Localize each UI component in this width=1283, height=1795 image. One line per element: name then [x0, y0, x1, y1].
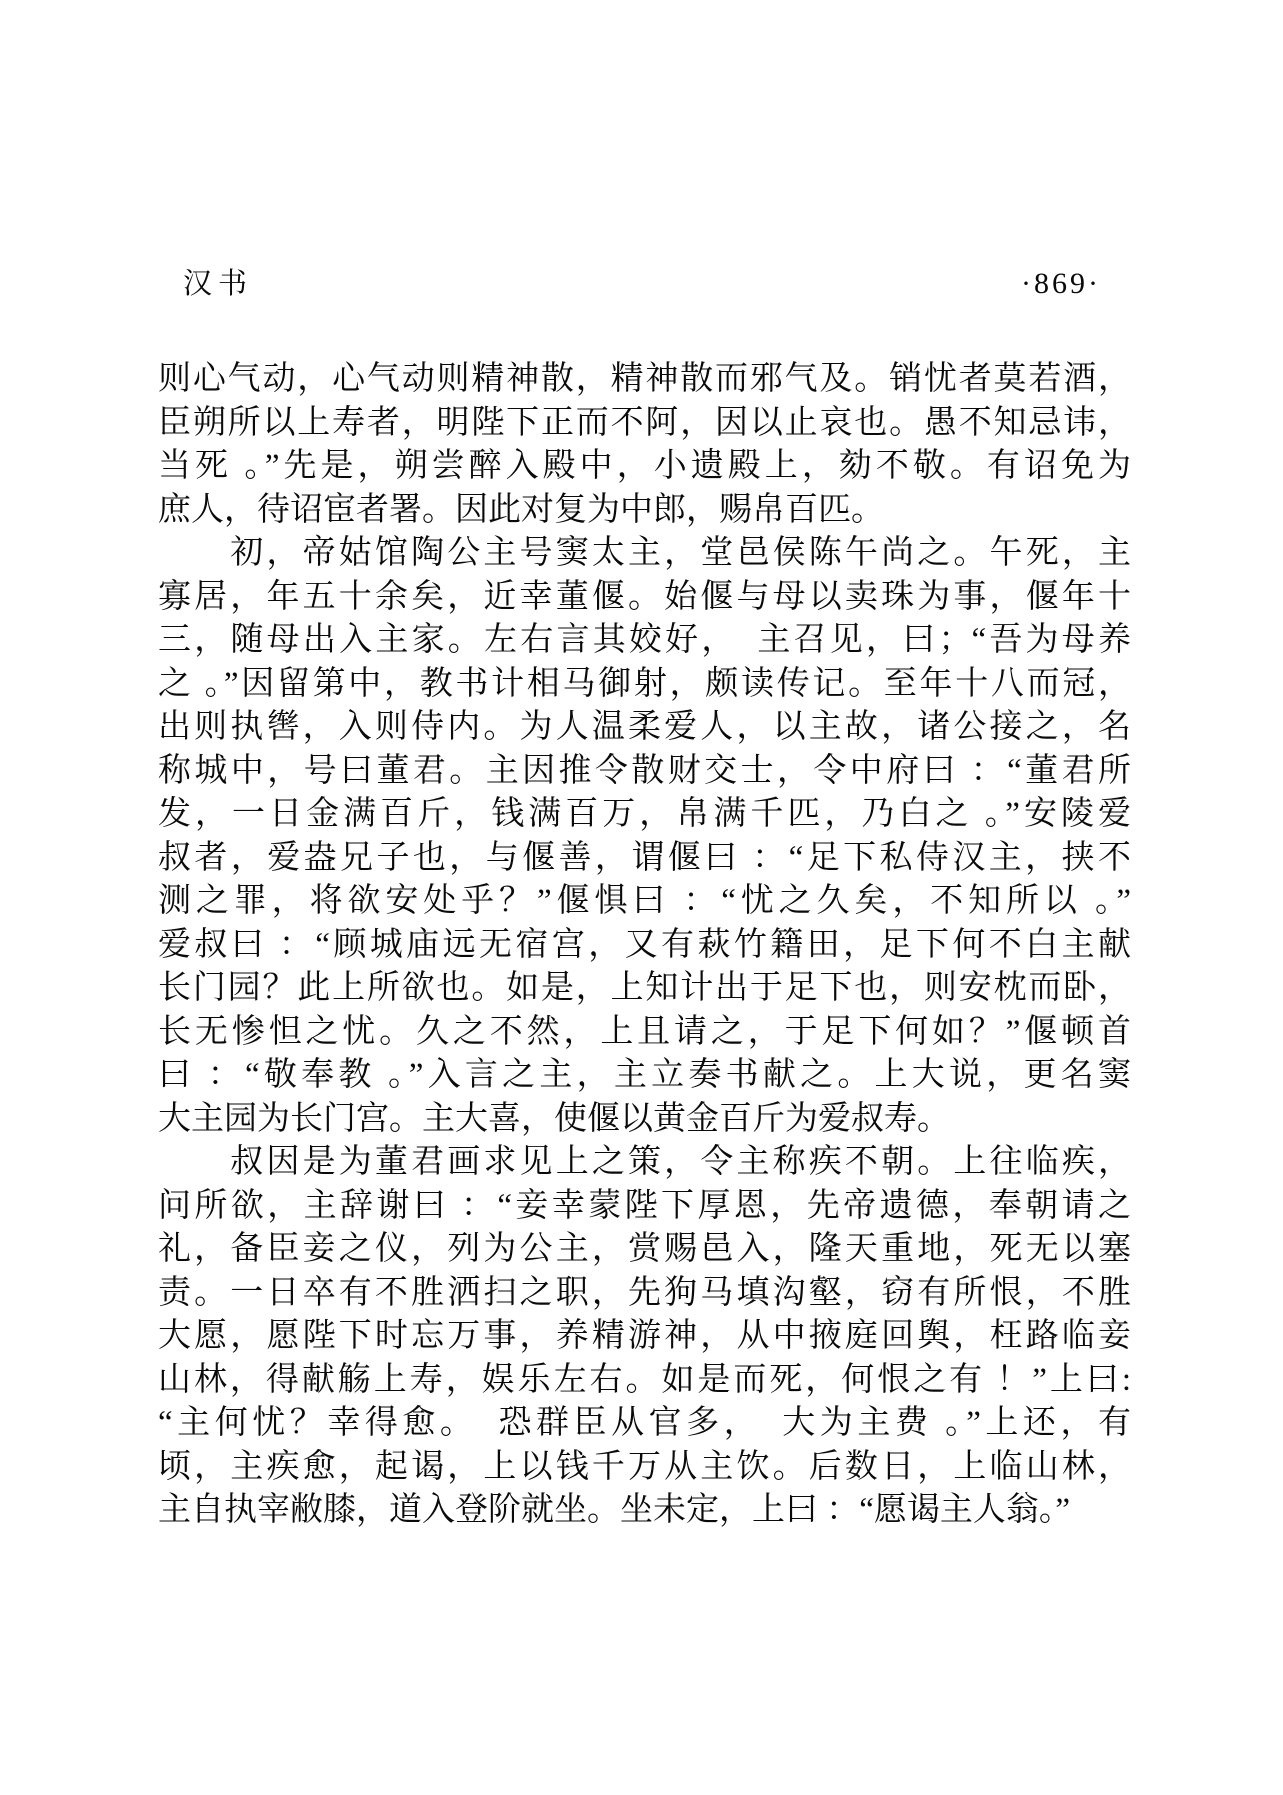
text-line: 叔因是为董君画求见上之策，令主称疾不朝。上往临疾，: [158, 1144, 1131, 1180]
text-line: 问所欲，主辞谢曰 ：“妾幸蒙陛下厚恩，先帝遗德，奉朝请之: [158, 1187, 1131, 1224]
text-line: 大主园为长门宫。主大喜，使偃以黄金百斤为爱叔寿。: [158, 1100, 950, 1137]
text-line: “主何忧？幸得愈。 恐群臣从官多， 大为主费 。”上还，有: [158, 1405, 1131, 1441]
text-line: 发，一日金满百斤，钱满百万，帛满千匹，乃白之 。”安陵爱: [158, 796, 1131, 832]
text-line: 礼，备臣妾之仪，列为公主，赏赐邑入，隆天重地，死无以塞: [158, 1231, 1131, 1267]
text-line: 责。一日卒有不胜洒扫之职，先狗马填沟壑，窃有所恨，不胜: [158, 1274, 1131, 1311]
text-line: 山林，得献觞上寿，娱乐左右。如是而死，何恨之有 ！”上曰:: [158, 1361, 1131, 1398]
text-line: 臣朔所以上寿者，明陛下正而不阿，因以止哀也。愚不知忌讳，: [158, 404, 1131, 441]
page-number: ·869·: [1021, 267, 1101, 300]
text-line: 出则执辔，入则侍内。为人温柔爱人，以主故，诸公接之，名: [158, 709, 1131, 745]
text-line: 庶人，待诏宦者署。因此对复为中郎，赐帛百匹。: [158, 491, 884, 528]
text-line: 之 。”因留第中，教书计相马御射，颇读传记。至年十八而冠，: [158, 665, 1131, 702]
paragraph: [158, 532, 1131, 1141]
text-line: 称城中，号曰董君。主因推令散财交士，令中府曰 ：“董君所: [158, 752, 1131, 789]
text-line: 叔者，爱盎兄子也，与偃善，谓偃曰 ：“足下私侍汉主，挟不: [158, 839, 1131, 876]
text-line: 测之罪，将欲安处乎？”偃惧曰 ：“忧之久矣，不知所以 。”: [158, 883, 1131, 919]
text-line: 则心气动，心气动则精神散，精神散而邪气及。销忧者莫若酒，: [158, 361, 1131, 397]
text-line: 大愿，愿陛下时忘万事，养精游神，从中掖庭回舆，枉路临妾: [158, 1318, 1131, 1354]
text-line: 三，随母出入主家。左右言其姣好， 主召见，曰；“吾为母养: [158, 622, 1131, 658]
paragraph: [158, 1141, 1131, 1533]
text-line: 爱叔曰 ：“顾城庙远无宿宫，又有萩竹籍田，足下何不白主献: [158, 926, 1131, 963]
text-line: 曰 ：“敬奉教 。”入言之主，主立奏书献之。上大说，更名窦: [158, 1057, 1131, 1093]
text-line: 当死 。”先是，朔尝醉入殿中，小遗殿上，劾不敬。有诏免为: [158, 448, 1131, 484]
text-line: 主自执宰敝膝，道入登阶就坐。坐未定，上曰 ：“愿谒主人翁。”: [158, 1492, 1071, 1528]
running-title: 汉书: [183, 268, 254, 300]
paragraph: [158, 358, 1131, 532]
body-text: [158, 358, 1131, 1533]
page-header: [158, 266, 1131, 302]
text-line: 长门园？此上所欲也。如是，上知计出于足下也，则安枕而卧，: [158, 970, 1131, 1006]
text-line: 顷，主疾愈，起谒，上以钱千万从主饮。后数日，上临山林，: [158, 1448, 1131, 1485]
text-line: 长无惨怛之忧。久之不然，上且请之，于足下何如？”偃顿首: [158, 1013, 1131, 1050]
text-line: 初，帝姑馆陶公主号窦太主，堂邑侯陈午尚之。午死，主: [158, 535, 1131, 571]
text-line: 寡居，年五十余矣，近幸董偃。始偃与母以卖珠为事，偃年十: [158, 578, 1131, 615]
